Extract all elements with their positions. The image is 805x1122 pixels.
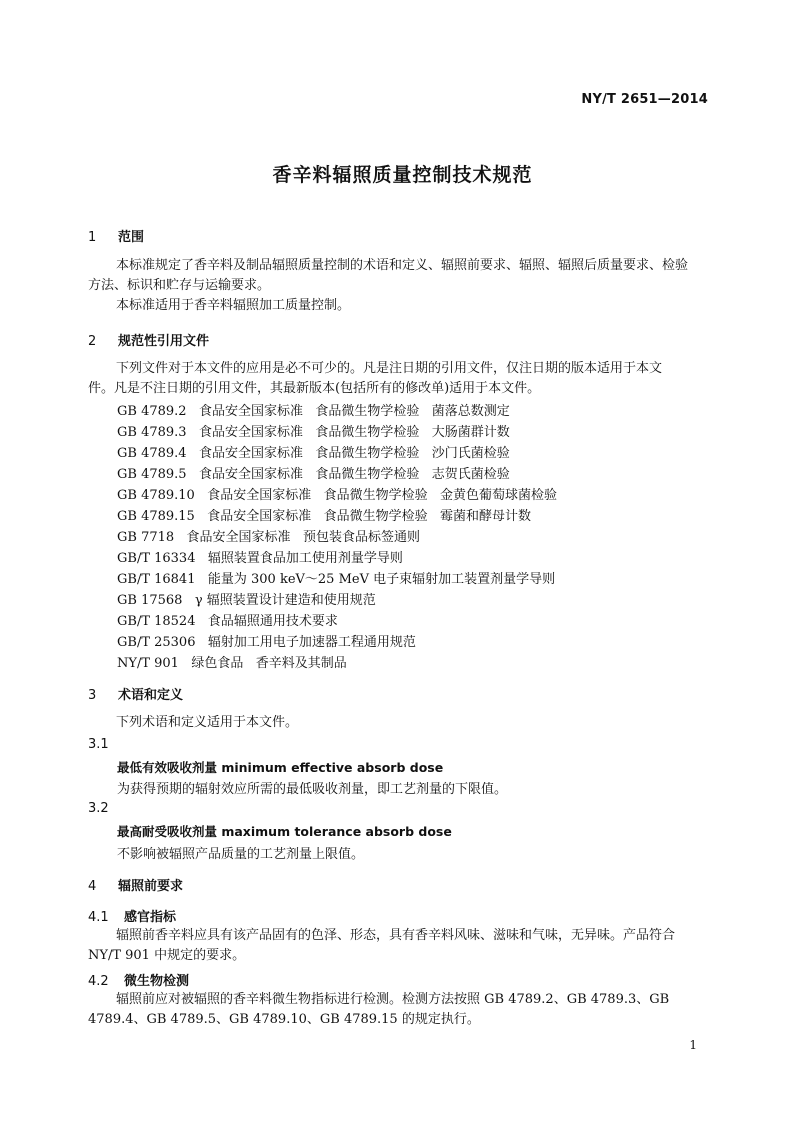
section-number: 4 [88, 879, 97, 894]
term-3-2-number: 3.2 [88, 801, 109, 816]
standard-number: NY/T 2651—2014 [581, 92, 708, 107]
reference-item: NY/T 901 绿色食品 香辛料及其制品 [117, 656, 347, 671]
term-3-1-definition: 为获得预期的辐射效应所需的最低吸收剂量，即工艺剂量的下限值。 [117, 782, 508, 797]
section-title: 辐照前要求 [118, 879, 184, 894]
reference-item: GB 4789.4 食品安全国家标准 食品微生物学检验 沙门氏菌检验 [117, 446, 510, 461]
microbial-paragraph-line-1: 辐照前应对被辐照的香辛料微生物指标进行检测。检测方法按照 GB 4789.2、GB 4789.3、GB [116, 992, 670, 1007]
section-number: 1 [88, 230, 97, 245]
term-3-2-name: 最高耐受吸收剂量 maximum tolerance absorb dose [117, 824, 452, 839]
section-title: 范围 [118, 230, 145, 245]
reference-item: GB 4789.3 食品安全国家标准 食品微生物学检验 大肠菌群计数 [117, 425, 510, 440]
scope-paragraph-line-1: 本标准规定了香辛料及制品辐照质量控制的术语和定义、辐照前要求、辐照、辐照后质量要求、检验 [116, 258, 689, 273]
reference-item: GB/T 25306 辐射加工用电子加速器工程通用规范 [117, 635, 416, 650]
microbial-paragraph-line-2: 4789.4、GB 4789.5、GB 4789.10、GB 4789.15 的规定执行。 [88, 1012, 480, 1027]
section-title: 规范性引用文件 [118, 334, 210, 349]
reference-item: GB/T 16841 能量为 300 keV～25 MeV 电子束辐射加工装置剂量学导则 [117, 572, 556, 587]
reference-item: GB 7718 食品安全国家标准 预包装食品标签通则 [117, 530, 420, 545]
reference-item: GB 4789.10 食品安全国家标准 食品微生物学检验 金黄色葡萄球菌检验 [117, 488, 558, 503]
subsection-title: 微生物检测 [124, 974, 190, 989]
subsection-title: 感官指标 [124, 910, 177, 925]
section-2-heading [88, 330, 209, 349]
subsection-number: 4.2 [88, 974, 109, 989]
reference-item: GB/T 16334 辐照装置食品加工使用剂量学导则 [117, 551, 403, 566]
terms-intro: 下列术语和定义适用于本文件。 [116, 715, 299, 730]
term-3-2-definition: 不影响被辐照产品质量的工艺剂量上限值。 [117, 847, 365, 862]
sensory-paragraph-line-2: NY/T 901 中规定的要求。 [88, 948, 246, 963]
section-1-heading [88, 226, 144, 245]
section-title: 术语和定义 [118, 688, 184, 703]
section-4-heading [88, 875, 183, 894]
reference-item: GB 4789.15 食品安全国家标准 食品微生物学检验 霉菌和酵母计数 [117, 509, 532, 524]
term-3-1-number: 3.1 [88, 737, 109, 752]
subsection-4-2-heading [88, 970, 189, 989]
reference-item: GB 4789.2 食品安全国家标准 食品微生物学检验 菌落总数测定 [117, 404, 510, 419]
sensory-paragraph-line-1: 辐照前香辛料应具有该产品固有的色泽、形态，具有香辛料风味、滋味和气味，无异味。产品符合 [116, 928, 676, 943]
section-number: 3 [88, 688, 97, 703]
scope-paragraph-line-2: 方法、标识和贮存与运输要求。 [88, 278, 271, 293]
section-3-heading [88, 684, 183, 703]
reference-item: GB/T 18524 食品辐照通用技术要求 [117, 614, 338, 629]
references-intro-line-2: 件。凡是不注日期的引用文件，其最新版本(包括所有的修改单)适用于本文件。 [88, 381, 541, 396]
page-number: 1 [689, 1038, 697, 1052]
subsection-4-1-heading [88, 906, 176, 925]
term-3-1-name: 最低有效吸收剂量 minimum effective absorb dose [117, 760, 444, 775]
subsection-number: 4.1 [88, 910, 109, 925]
document-title: 香辛料辐照质量控制技术规范 [272, 164, 533, 186]
scope-paragraph-2: 本标准适用于香辛料辐照加工质量控制。 [116, 298, 351, 313]
references-intro-line-1: 下列文件对于本文件的应用是必不可少的。凡是注日期的引用文件，仅注日期的版本适用于本文 [116, 361, 663, 376]
reference-item: GB 17568 γ 辐照装置设计建造和使用规范 [117, 593, 376, 608]
reference-item: GB 4789.5 食品安全国家标准 食品微生物学检验 志贺氏菌检验 [117, 467, 510, 482]
section-number: 2 [88, 334, 97, 349]
